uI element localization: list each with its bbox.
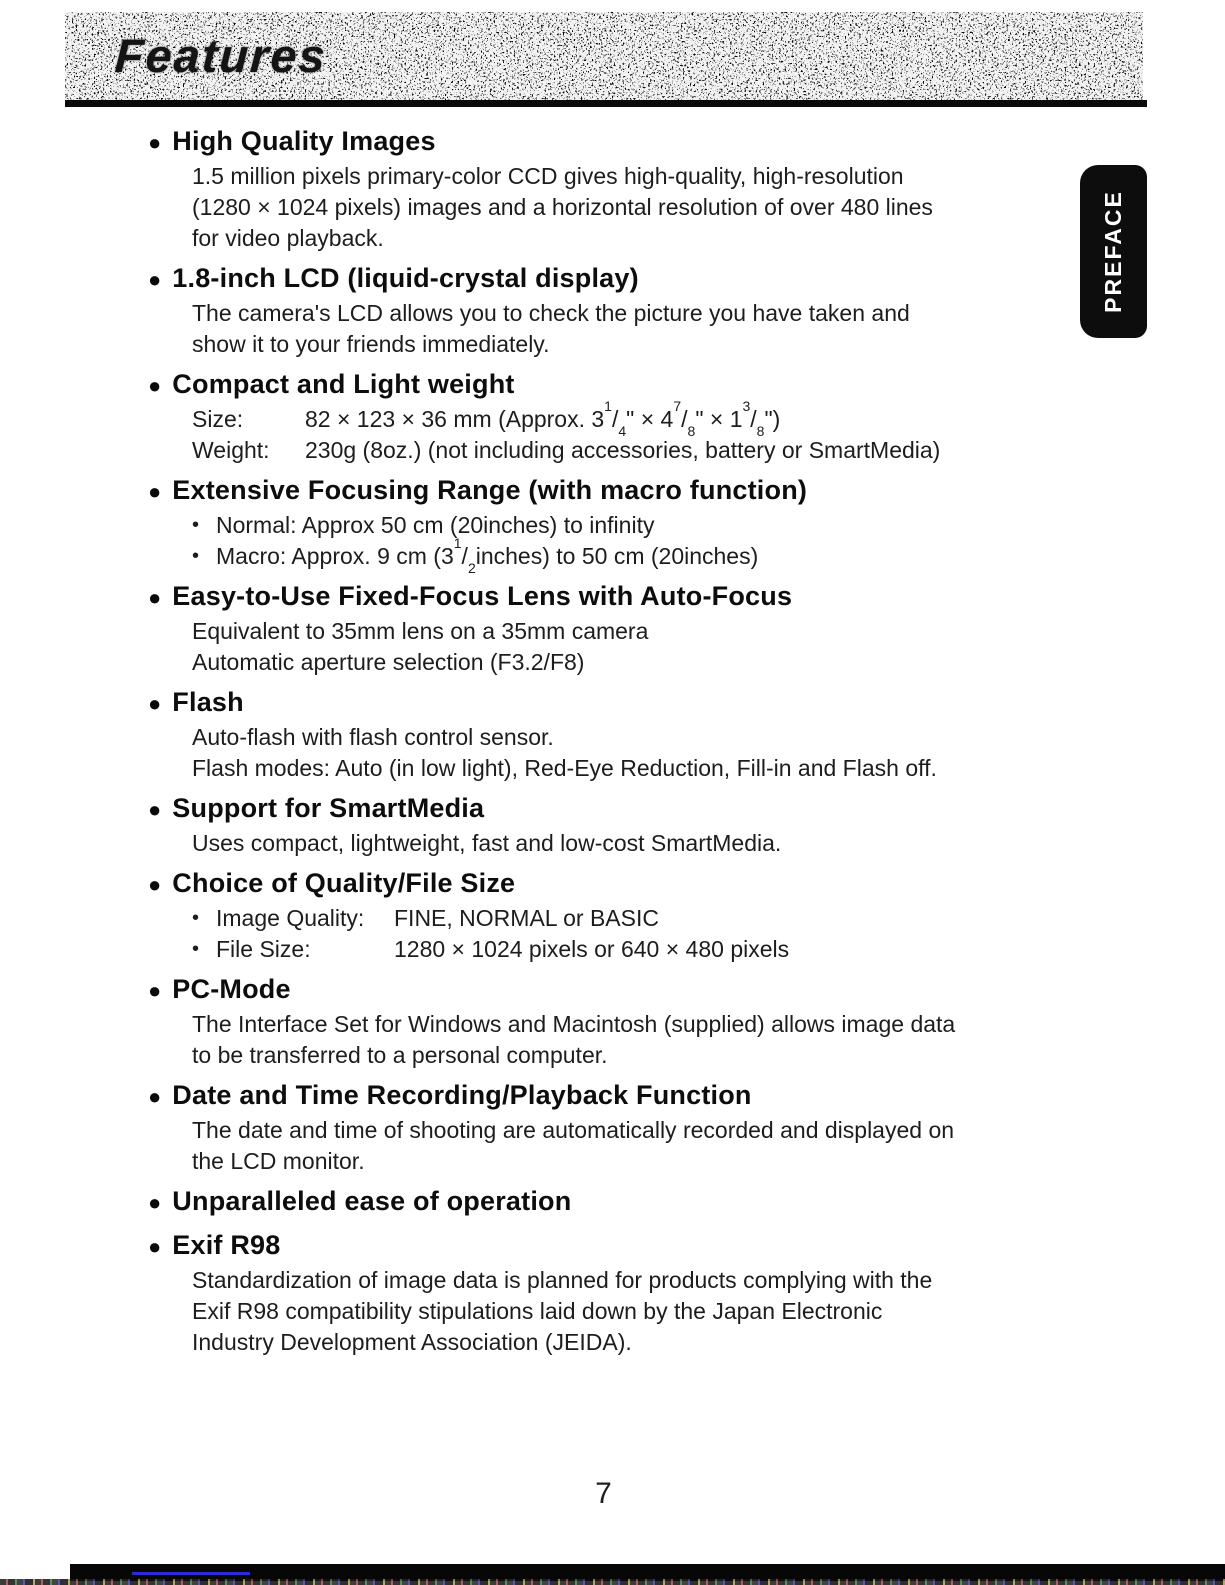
section-body <box>192 298 1083 360</box>
section-body-line <box>192 934 1083 965</box>
page-number: 7 <box>595 1477 612 1510</box>
bullet-icon: ● <box>148 267 162 292</box>
features-header-banner <box>65 12 1143 100</box>
section-heading <box>148 579 1083 616</box>
section-body <box>192 161 1083 254</box>
section-body <box>192 398 1083 466</box>
line-text <box>192 722 1083 753</box>
section-body-line <box>192 1040 1083 1071</box>
section-title: Unparalleled ease of operation <box>172 1186 572 1216</box>
section-heading <box>148 1184 1083 1221</box>
section-body <box>192 1265 1083 1358</box>
section-title: Easy-to-Use Fixed-Focus Lens with Auto-Focus <box>172 581 793 611</box>
line-text <box>192 1265 1083 1296</box>
section-title: Support for SmartMedia <box>172 793 485 823</box>
section-body <box>192 510 1083 576</box>
line-text <box>192 828 1083 859</box>
text-segment: 1 <box>453 535 462 552</box>
text-segment: 82 × 123 × 36 mm (Approx. 3 <box>305 406 605 432</box>
text-segment: / <box>681 406 688 432</box>
line-text <box>192 223 1083 254</box>
section-title: Choice of Quality/File Size <box>172 868 516 898</box>
feature-section <box>148 367 1083 466</box>
text-segment: / <box>461 543 468 569</box>
section-body-line <box>192 1296 1083 1327</box>
text-segment: 230g (8oz.) (not including accessories, battery or SmartMedia) <box>305 437 941 463</box>
feature-section <box>148 473 1083 576</box>
section-body-line <box>192 1146 1083 1177</box>
section-heading <box>148 261 1083 298</box>
text-segment: Uses compact, lightweight, fast and low-cost SmartMedia. <box>192 830 782 856</box>
text-segment: Standardization of image data is planned for products complying with the <box>192 1267 933 1293</box>
side-tab-label: PREFACE <box>1100 190 1127 313</box>
text-segment: inches) to 50 cm (20inches) <box>475 543 759 569</box>
section-heading <box>148 791 1083 828</box>
section-title: Flash <box>172 687 244 717</box>
text-segment: Equivalent to 35mm lens on a 35mm camera <box>192 618 649 644</box>
text-segment: the LCD monitor. <box>192 1148 365 1174</box>
bullet-icon: ● <box>148 1190 162 1215</box>
section-body-line <box>192 161 1083 192</box>
text-segment: ") <box>764 406 781 432</box>
feature-section <box>148 579 1083 678</box>
bullet-icon: ● <box>148 978 162 1003</box>
section-body-line <box>192 510 1083 541</box>
line-text <box>192 192 1083 223</box>
section-body-line <box>192 616 1083 647</box>
line-text <box>192 1296 1083 1327</box>
feature-section <box>148 685 1083 784</box>
text-segment: Exif R98 compatibility stipulations laid down by the Japan Electronic <box>192 1298 883 1324</box>
footer-accent-line <box>132 1572 250 1575</box>
section-body <box>192 1115 1083 1177</box>
feature-section <box>148 261 1083 360</box>
page-title: Features <box>113 29 329 82</box>
bullet-icon: ● <box>148 1234 162 1259</box>
line-text <box>305 435 1083 466</box>
text-segment: 3 <box>742 398 751 415</box>
line-text <box>192 1040 1083 1071</box>
text-segment: 2 <box>467 559 476 576</box>
line-text <box>192 647 1083 678</box>
feature-section <box>148 791 1083 859</box>
text-segment: to be transferred to a personal computer. <box>192 1042 608 1068</box>
sub-bullet-icon: • <box>192 907 200 929</box>
section-body-line <box>192 903 1083 934</box>
line-text <box>305 398 1083 439</box>
text-segment: Automatic aperture selection (F3.2/F8) <box>192 649 585 675</box>
text-segment: 8 <box>756 422 765 439</box>
bullet-icon: ● <box>148 373 162 398</box>
text-segment: show it to your friends immediately. <box>192 331 550 357</box>
bullet-icon: ● <box>148 479 162 504</box>
section-heading <box>148 124 1083 161</box>
section-title: High Quality Images <box>172 126 436 156</box>
line-text <box>192 1146 1083 1177</box>
line-label: File Size: <box>216 936 311 962</box>
feature-section <box>148 972 1083 1071</box>
section-body <box>192 722 1083 784</box>
section-body <box>192 828 1083 859</box>
section-body-line <box>192 753 1083 784</box>
text-segment: for video playback. <box>192 225 384 251</box>
line-label: Size: <box>192 406 244 432</box>
line-label: Image Quality: <box>216 905 365 931</box>
section-body-line <box>192 1009 1083 1040</box>
text-segment: Macro: Approx. 9 cm (3 <box>216 543 454 569</box>
section-title: Exif R98 <box>172 1230 281 1260</box>
line-text <box>192 1115 1083 1146</box>
section-body <box>192 1009 1083 1071</box>
section-body-line <box>192 192 1083 223</box>
section-body-line <box>192 722 1083 753</box>
text-segment: / <box>611 406 619 432</box>
section-body-line <box>192 535 1083 576</box>
feature-section <box>148 124 1083 254</box>
bullet-icon: ● <box>148 797 162 822</box>
text-segment: Flash modes: Auto (in low light), Red-Eye Reduction, Fill-in and Flash off. <box>192 755 937 781</box>
features-list <box>148 124 1083 1365</box>
text-segment: / <box>750 406 757 432</box>
line-text <box>192 1327 1083 1358</box>
line-text <box>216 510 1083 541</box>
sub-bullet-icon: • <box>192 514 200 536</box>
section-title: Date and Time Recording/Playback Function <box>172 1080 752 1110</box>
text-segment: " × 1 <box>695 406 743 432</box>
text-segment: 4 <box>618 422 627 439</box>
line-text <box>192 753 1083 784</box>
bullet-icon: ● <box>148 130 162 155</box>
text-segment: 8 <box>687 422 696 439</box>
line-text <box>216 535 1083 576</box>
section-body-line <box>192 298 1083 329</box>
section-heading <box>148 367 1083 404</box>
text-segment: 1280 × 1024 pixels or 640 × 480 pixels <box>394 936 790 962</box>
line-text <box>192 616 1083 647</box>
text-segment: Auto-flash with flash control sensor. <box>192 724 554 750</box>
feature-section <box>148 1078 1083 1177</box>
text-segment: FINE, NORMAL or BASIC <box>394 905 659 931</box>
section-body-line <box>192 647 1083 678</box>
line-text <box>192 1009 1083 1040</box>
bullet-icon: ● <box>148 585 162 610</box>
banner-underline <box>65 100 1147 107</box>
sub-bullet-icon: • <box>192 938 200 960</box>
text-segment: " × 4 <box>626 406 674 432</box>
bullet-icon: ● <box>148 691 162 716</box>
bullet-icon: ● <box>148 872 162 897</box>
section-heading <box>148 685 1083 722</box>
line-text <box>192 298 1083 329</box>
line-text <box>394 903 1083 934</box>
section-title: Extensive Focusing Range (with macro function) <box>172 475 808 505</box>
section-heading <box>148 1078 1083 1115</box>
section-heading <box>148 866 1083 903</box>
section-body-line <box>192 828 1083 859</box>
section-title: Compact and Light weight <box>172 369 515 399</box>
preface-side-tab <box>1080 165 1147 338</box>
text-segment: The Interface Set for Windows and Macintosh (supplied) allows image data <box>192 1011 956 1037</box>
text-segment: 1 <box>604 398 612 415</box>
line-text <box>192 161 1083 192</box>
section-title: 1.8-inch LCD (liquid-crystal display) <box>172 263 639 293</box>
section-title: PC-Mode <box>172 974 291 1004</box>
section-body-line <box>192 1115 1083 1146</box>
section-heading <box>148 1228 1083 1265</box>
section-body <box>192 903 1083 965</box>
sub-bullet-icon: • <box>192 545 200 567</box>
text-segment: (1280 × 1024 pixels) images and a horizontal resolution of over 480 lines <box>192 194 933 220</box>
section-heading <box>148 473 1083 510</box>
feature-section <box>148 1228 1083 1358</box>
text-segment: 1.5 million pixels primary-color CCD gives high-quality, high-resolution <box>192 163 904 189</box>
text-segment: The camera's LCD allows you to check the picture you have taken and <box>192 300 910 326</box>
text-segment: 7 <box>673 398 682 415</box>
text-segment: The date and time of shooting are automatically recorded and displayed on <box>192 1117 955 1143</box>
scan-noise-strip <box>0 1579 1225 1585</box>
line-text <box>394 934 1083 965</box>
section-body-line <box>192 329 1083 360</box>
line-text <box>192 329 1083 360</box>
section-body-line <box>192 1265 1083 1296</box>
line-label: Weight: <box>192 437 270 463</box>
section-body-line <box>192 435 1083 466</box>
bullet-icon: ● <box>148 1084 162 1109</box>
section-body <box>192 616 1083 678</box>
text-segment: Industry Development Association (JEIDA). <box>192 1329 632 1355</box>
feature-section <box>148 1184 1083 1221</box>
feature-section <box>148 866 1083 965</box>
section-heading <box>148 972 1083 1009</box>
section-body-line <box>192 398 1083 439</box>
section-body-line <box>192 223 1083 254</box>
section-body-line <box>192 1327 1083 1358</box>
text-segment: Normal: Approx 50 cm (20inches) to infinity <box>216 512 655 538</box>
